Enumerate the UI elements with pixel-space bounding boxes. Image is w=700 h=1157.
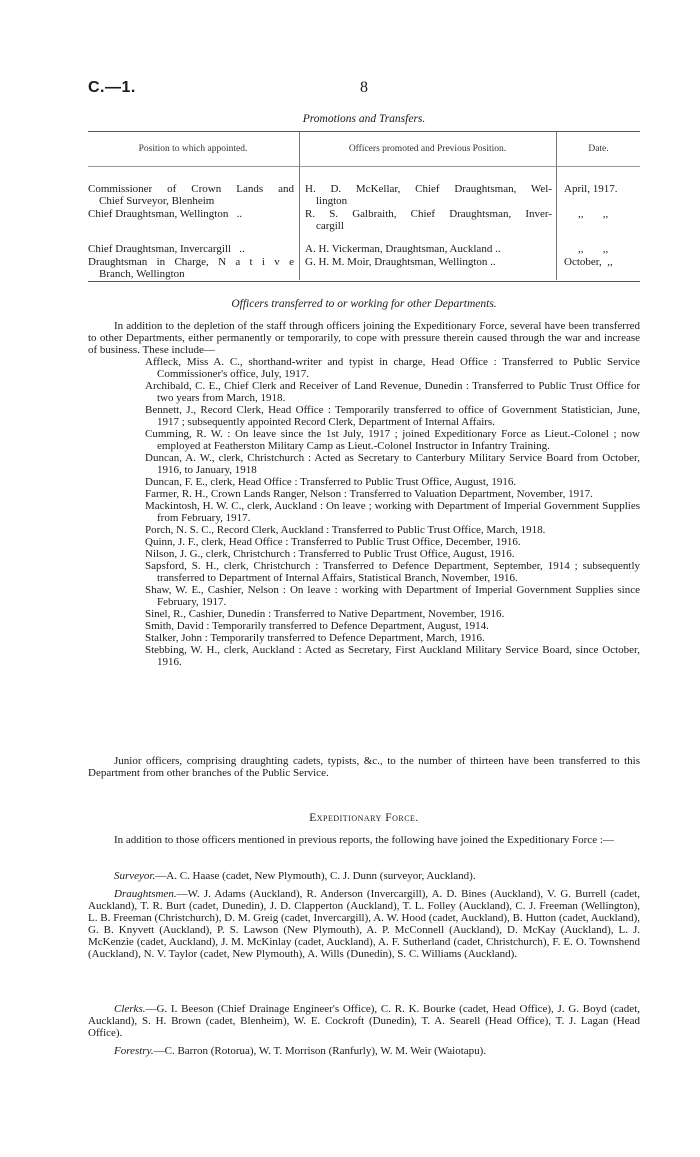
list-item: Archibald, C. E., Chief Clerk and Receiver of Land Revenue, Dunedin : Transferred to Public Trust Office for two years from March, 1918. — [145, 380, 640, 404]
table-divider — [556, 132, 557, 280]
group-label: Draughtsmen. — [114, 888, 177, 900]
expeditionary-title: Expeditionary Force. — [309, 812, 419, 824]
list-item: Sinel, R., Cashier, Dunedin : Transferred to Native Department, November, 1916. — [145, 608, 505, 620]
table-cell-officer: R. S. Galbraith, Chief Draughtsman, Inver- cargill — [305, 208, 552, 232]
table-cell-date: ,, ,, — [578, 243, 609, 255]
list-item: Stalker, John : Temporarily transferred to Defence Department, March, 1916. — [145, 632, 485, 644]
transferred-closing: Junior officers, comprising draughting cadets, typists, &c., to the number of thirteen have been transferred to this Department from other branches of the Public Service. — [88, 755, 640, 779]
page-number: 8 — [360, 79, 368, 96]
table-cell-position: Chief Draughtsman, Wellington .. — [88, 208, 243, 220]
group-text: —W. J. Adams (Auckland), R. Anderson (Invercargill), A. D. Bines (Auckland), V. G. Burrell (cadet, Auckland), T. R. Burt (cadet, Dunedin), J. D. Clapperton (Auckland), T. L. Folley (Auckland), C. J. Freeman (Wellington), L. B. Freeman (Christchurch), D. M. Greig (cadet, Invercargill), A. W. Hood (cadet, Auckland), B. Hutton (cadet, Auckland), G. B. Knyvett (Auckland), P. S. Lawson (New Plymouth), A. P. McConnell (Auckland), D. McKay (Auckland), L. J. McKenzie (cadet, Auckland), J. M. McKinlay (cadet, Auckland), A. F. Sutherland (cadet, Christchurch), F. E. O. Townshend (Auckland), N. V. Taylor (cadet, New Plymouth), A. Wills (Dunedin), S. C. Williams (Auckland). — [88, 888, 640, 960]
page-header — [88, 79, 640, 103]
list-item: Bennett, J., Record Clerk, Head Office : Temporarily transferred to office of Government Statistician, June, 1917 ; subsequently appointed Record Clerk, Department of Internal Affairs. — [145, 404, 640, 428]
table-header-rule — [88, 166, 640, 167]
table-cell-position: Commissioner of Crown Lands and Chief Surveyor, Blenheim — [88, 183, 294, 207]
column-header-officer: Officers promoted and Previous Position. — [348, 144, 507, 154]
list-item: Affleck, Miss A. C., shorthand-writer and typist in charge, Head Office : Transferred to Public Service Commissioner's office, July, 1917. — [145, 356, 640, 380]
table-divider — [299, 132, 300, 280]
list-item: Duncan, A. W., clerk, Christchurch : Acted as Secretary to Canterbury Military Service Board from October, 1916, to January, 1918 — [145, 452, 640, 476]
group-text: —G. I. Beeson (Chief Drainage Engineer's Office), C. R. K. Bourke (cadet, Head Office), J. G. Boyd (cadet, Auckland), S. H. Brown (cadet, Blenheim), W. E. Cockroft (Dunedin), T. A. Searell (Head Office), T. J. Lagan (Head Office). — [88, 1003, 640, 1039]
expeditionary-group-surveyor — [88, 870, 640, 882]
list-item: Stebbing, W. H., clerk, Auckland : Acted as Secretary, First Auckland Military Service Board, since October, 1916. — [145, 644, 640, 668]
column-header-date: Date. — [588, 144, 609, 154]
transferred-title: Officers transferred to or working for other Departments. — [231, 298, 497, 310]
table-cell-officer: G. H. M. Moir, Draughtsman, Wellington .. — [305, 256, 496, 268]
group-label: Forestry. — [114, 1045, 154, 1057]
group-text: —A. C. Haase (cadet, New Plymouth), C. J. Dunn (surveyor, Auckland). — [155, 870, 476, 882]
expeditionary-group-clerks — [88, 1003, 640, 1039]
transferred-list — [145, 356, 640, 668]
list-item: Sapsford, S. H., clerk, Christchurch : Transferred to Defence Department, September, 1914 ; subsequently transferred to Department of Internal Affairs, Statistical Branch, November, 1916. — [145, 560, 640, 584]
list-item: Farmer, R. H., Crown Lands Ranger, Nelson : Transferred to Valuation Department, November, 1917. — [145, 488, 593, 500]
expeditionary-group-forestry — [88, 1045, 640, 1057]
group-label: Clerks. — [114, 1003, 146, 1015]
table-cell-date: April, 1917. — [564, 183, 618, 195]
table-cell-officer: H. D. McKellar, Chief Draughtsman, Wel- lington — [305, 183, 552, 207]
column-header-position: Position to which appointed. — [138, 144, 248, 154]
list-item: Porch, N. S. C., Record Clerk, Auckland : Transferred to Public Trust Office, March, 1918. — [145, 524, 546, 536]
list-item: Cumming, R. W. : On leave since the 1st July, 1917 ; joined Expeditionary Force as Lieut.-Colonel ; now employed at Featherston Military Camp as Lieut.-Colonel Instructor in Infantry Training. — [145, 428, 640, 452]
list-item: Smith, David : Temporarily transferred to Defence Department, August, 1914. — [145, 620, 489, 632]
group-label: Surveyor. — [114, 870, 156, 882]
expeditionary-intro: In addition to those officers mentioned in previous reports, the following have joined the Expeditionary Force :— — [114, 834, 614, 846]
list-item: Quinn, J. F., clerk, Head Office : Transferred to Public Trust Office, December, 1916. — [145, 536, 521, 548]
table-cell-officer: A. H. Vickerman, Draughtsman, Auckland .. — [305, 243, 501, 255]
list-item: Duncan, F. E., clerk, Head Office : Transferred to Public Trust Office, August, 1916. — [145, 476, 517, 488]
transferred-intro: In addition to the depletion of the staff through officers joining the Expeditionary Force, several have been transferred to other Departments, either permanently or temporarily, to cope with pressure therein caused through the war and increase of business. These include— — [88, 320, 640, 356]
list-item: Mackintosh, H. W. C., clerk, Auckland : On leave ; working with Department of Imperial Government Supplies from February, 1917. — [145, 500, 640, 524]
expeditionary-group-draughtsmen — [88, 888, 640, 960]
document-reference: C.—1. — [88, 79, 136, 96]
table-cell-position: Chief Draughtsman, Invercargill .. — [88, 243, 245, 255]
table-cell-date: October, ,, — [564, 256, 613, 268]
promotions-title: Promotions and Transfers. — [302, 113, 426, 125]
table-top-rule — [88, 131, 640, 132]
table-bottom-rule — [88, 281, 640, 282]
list-item: Nilson, J. G., clerk, Christchurch : Transferred to Public Trust Office, August, 1916. — [145, 548, 515, 560]
table-cell-position: Draughtsman in Charge, N a t i v e Branch, Wellington — [88, 256, 294, 280]
table-cell-date: ,, ,, — [578, 208, 609, 220]
list-item: Shaw, W. E., Cashier, Nelson : On leave : working with Department of Imperial Government Supplies since February, 1917. — [145, 584, 640, 608]
group-text: —C. Barron (Rotorua), W. T. Morrison (Ranfurly), W. M. Weir (Waiotapu). — [153, 1045, 487, 1057]
